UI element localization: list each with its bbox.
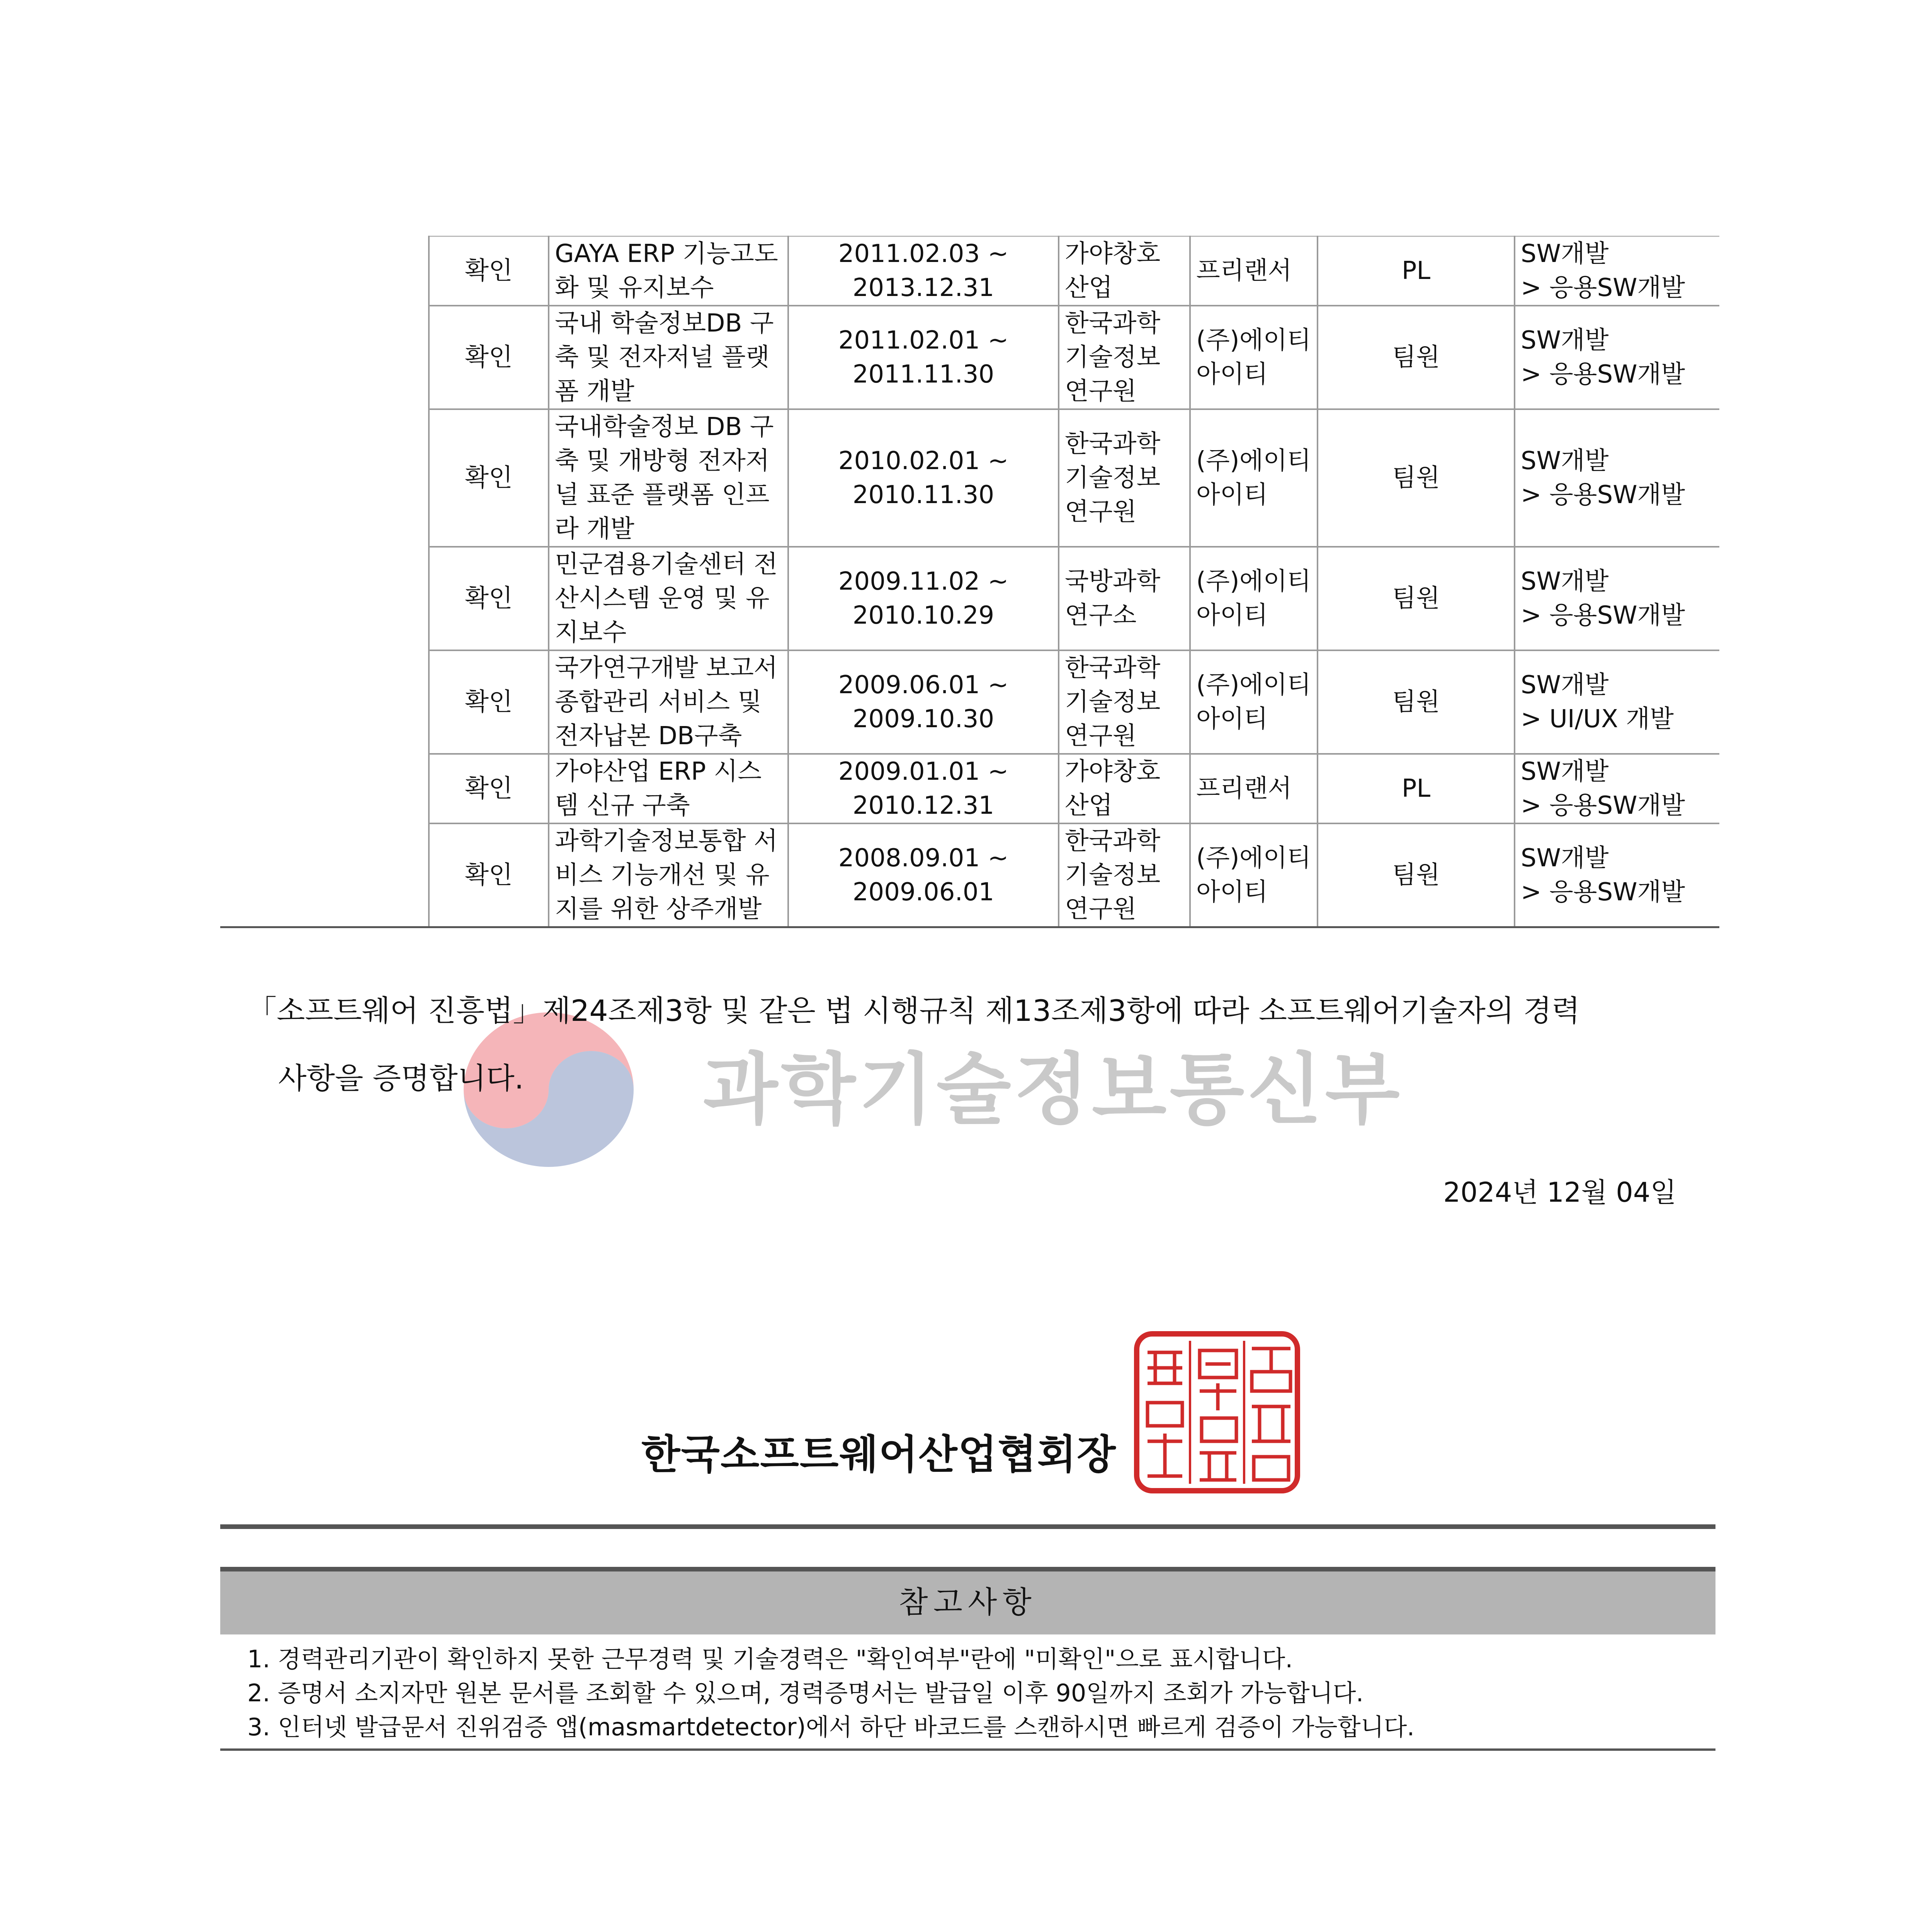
client-cell: 한국과학기술정보연구원	[1059, 650, 1190, 754]
tech-field-main: SW개발	[1521, 447, 1609, 475]
period-end: 2009.10.30	[852, 705, 995, 733]
note-item: 3. 인터넷 발급문서 진위검증 앱(masmartdetector)에서 하단 바코드를 스캔하시면 빠르게 검증이 가능합니다.	[247, 1713, 1415, 1741]
period-cell	[788, 823, 1059, 927]
confirm-status-cell: 확인	[429, 409, 549, 547]
confirm-status-cell: 확인	[429, 754, 549, 823]
table-row	[220, 754, 1719, 823]
role-cell: 팀원	[1318, 547, 1515, 650]
tech-field-main: SW개발	[1521, 240, 1609, 268]
client-cell: 한국과학기술정보연구원	[1059, 409, 1190, 547]
blank-cell	[220, 409, 429, 547]
tech-field-sub: > 응용SW개발	[1521, 274, 1685, 302]
notes-title: 참고사항	[220, 1567, 1715, 1634]
career-table-body	[220, 236, 1719, 927]
table-row	[220, 547, 1719, 650]
project-name-cell: 과학기술정보통합 서비스 기능개선 및 유지를 위한 상주개발	[549, 823, 788, 927]
table-row	[220, 823, 1719, 927]
project-name-cell: 국내학술정보 DB 구축 및 개방형 전자저널 표준 플랫폼 인프라 개발	[549, 409, 788, 547]
client-cell: 한국과학기술정보연구원	[1059, 823, 1190, 927]
project-name-cell: 민군겸용기술센터 전산시스템 운영 및 유지보수	[549, 547, 788, 650]
tech-field-sub: > 응용SW개발	[1521, 360, 1685, 389]
role-cell: 팀원	[1318, 306, 1515, 409]
tech-field-cell	[1515, 754, 1719, 823]
ministry-watermark-text: 과학기술정보통신부	[703, 1045, 1403, 1135]
period-end: 2009.06.01	[852, 878, 995, 906]
divider-line	[220, 1748, 1715, 1751]
note-item: 1. 경력관리기관이 확인하지 못한 근무경력 및 기술경력은 "확인여부"란에 "미확인"으로 표시합니다.	[247, 1645, 1293, 1673]
company-cell: (주)에이티아이티	[1190, 650, 1318, 754]
tech-field-cell	[1515, 547, 1719, 650]
company-cell: (주)에이티아이티	[1190, 547, 1318, 650]
period-start: 2010.02.01 ~	[838, 447, 1009, 475]
tech-field-sub: > 응용SW개발	[1521, 481, 1685, 509]
period-cell	[788, 236, 1059, 306]
period-start: 2009.01.01 ~	[838, 757, 1009, 786]
tech-field-sub: > UI/UX 개발	[1521, 705, 1674, 733]
certification-statement-line2: 사항을 증명합니다.	[278, 1061, 524, 1095]
official-seal-image	[1132, 1329, 1302, 1495]
period-end: 2010.10.29	[852, 601, 995, 630]
period-start: 2011.02.03 ~	[838, 240, 1009, 268]
role-cell: 팀원	[1318, 650, 1515, 754]
table-row	[220, 409, 1719, 547]
career-table	[220, 236, 1719, 928]
period-cell	[788, 650, 1059, 754]
period-start: 2008.09.01 ~	[838, 844, 1009, 872]
blank-cell	[220, 754, 429, 823]
confirm-status-cell: 확인	[429, 650, 549, 754]
period-end: 2010.12.31	[852, 791, 995, 820]
period-cell	[788, 306, 1059, 409]
period-start: 2009.06.01 ~	[838, 671, 1009, 699]
confirm-status-cell: 확인	[429, 823, 549, 927]
company-cell: (주)에이티아이티	[1190, 823, 1318, 927]
project-name-cell: GAYA ERP 기능고도화 및 유지보수	[549, 236, 788, 306]
period-cell	[788, 409, 1059, 547]
confirm-status-cell: 확인	[429, 236, 549, 306]
tech-field-main: SW개발	[1521, 326, 1609, 355]
tech-field-main: SW개발	[1521, 671, 1609, 699]
certification-statement-line1: 「소프트웨어 진흥법」제24조제3항 및 같은 법 시행규칙 제13조제3항에 따라 소프트웨어기술자의 경력	[247, 993, 1580, 1028]
tech-field-cell	[1515, 236, 1719, 306]
period-start: 2009.11.02 ~	[838, 567, 1009, 596]
tech-field-main: SW개발	[1521, 844, 1609, 872]
tech-field-main: SW개발	[1521, 567, 1609, 596]
period-start: 2011.02.01 ~	[838, 326, 1009, 355]
role-cell: PL	[1318, 236, 1515, 306]
client-cell: 한국과학기술정보연구원	[1059, 306, 1190, 409]
tech-field-main: SW개발	[1521, 757, 1609, 786]
blank-cell	[220, 823, 429, 927]
period-cell	[788, 547, 1059, 650]
tech-field-cell	[1515, 306, 1719, 409]
blank-cell	[220, 236, 429, 306]
tech-field-cell	[1515, 823, 1719, 927]
period-end: 2011.11.30	[852, 360, 995, 389]
table-row	[220, 306, 1719, 409]
confirm-status-cell: 확인	[429, 306, 549, 409]
blank-cell	[220, 547, 429, 650]
client-cell: 가야창호산업	[1059, 754, 1190, 823]
company-cell: (주)에이티아이티	[1190, 306, 1318, 409]
project-name-cell: 가야산업 ERP 시스템 신규 구축	[549, 754, 788, 823]
tech-field-sub: > 응용SW개발	[1521, 601, 1685, 630]
tech-field-sub: > 응용SW개발	[1521, 878, 1685, 906]
issue-date: 2024년 12월 04일	[1443, 1177, 1676, 1208]
company-cell: (주)에이티아이티	[1190, 409, 1318, 547]
signer-title: 한국소프트웨어산업협회장	[641, 1431, 1117, 1478]
confirm-status-cell: 확인	[429, 547, 549, 650]
company-cell: 프리랜서	[1190, 236, 1318, 306]
period-end: 2013.12.31	[852, 274, 995, 302]
project-name-cell: 국내 학술정보DB 구축 및 전자저널 플랫폼 개발	[549, 306, 788, 409]
company-cell: 프리랜서	[1190, 754, 1318, 823]
client-cell: 가야창호산업	[1059, 236, 1190, 306]
note-item: 2. 증명서 소지자만 원본 문서를 조회할 수 있으며, 경력증명서는 발급일 이후 90일까지 조회가 가능합니다.	[247, 1679, 1364, 1707]
role-cell: 팀원	[1318, 823, 1515, 927]
period-end: 2010.11.30	[852, 481, 995, 509]
blank-cell	[220, 650, 429, 754]
tech-field-sub: > 응용SW개발	[1521, 791, 1685, 820]
role-cell: 팀원	[1318, 409, 1515, 547]
tech-field-cell	[1515, 650, 1719, 754]
table-row	[220, 236, 1719, 306]
notes-list	[247, 1642, 1414, 1744]
client-cell: 국방과학연구소	[1059, 547, 1190, 650]
tech-field-cell	[1515, 409, 1719, 547]
table-row	[220, 650, 1719, 754]
divider-line	[220, 1524, 1715, 1529]
period-cell	[788, 754, 1059, 823]
project-name-cell: 국가연구개발 보고서 종합관리 서비스 및 전자납본 DB구축	[549, 650, 788, 754]
blank-cell	[220, 306, 429, 409]
role-cell: PL	[1318, 754, 1515, 823]
